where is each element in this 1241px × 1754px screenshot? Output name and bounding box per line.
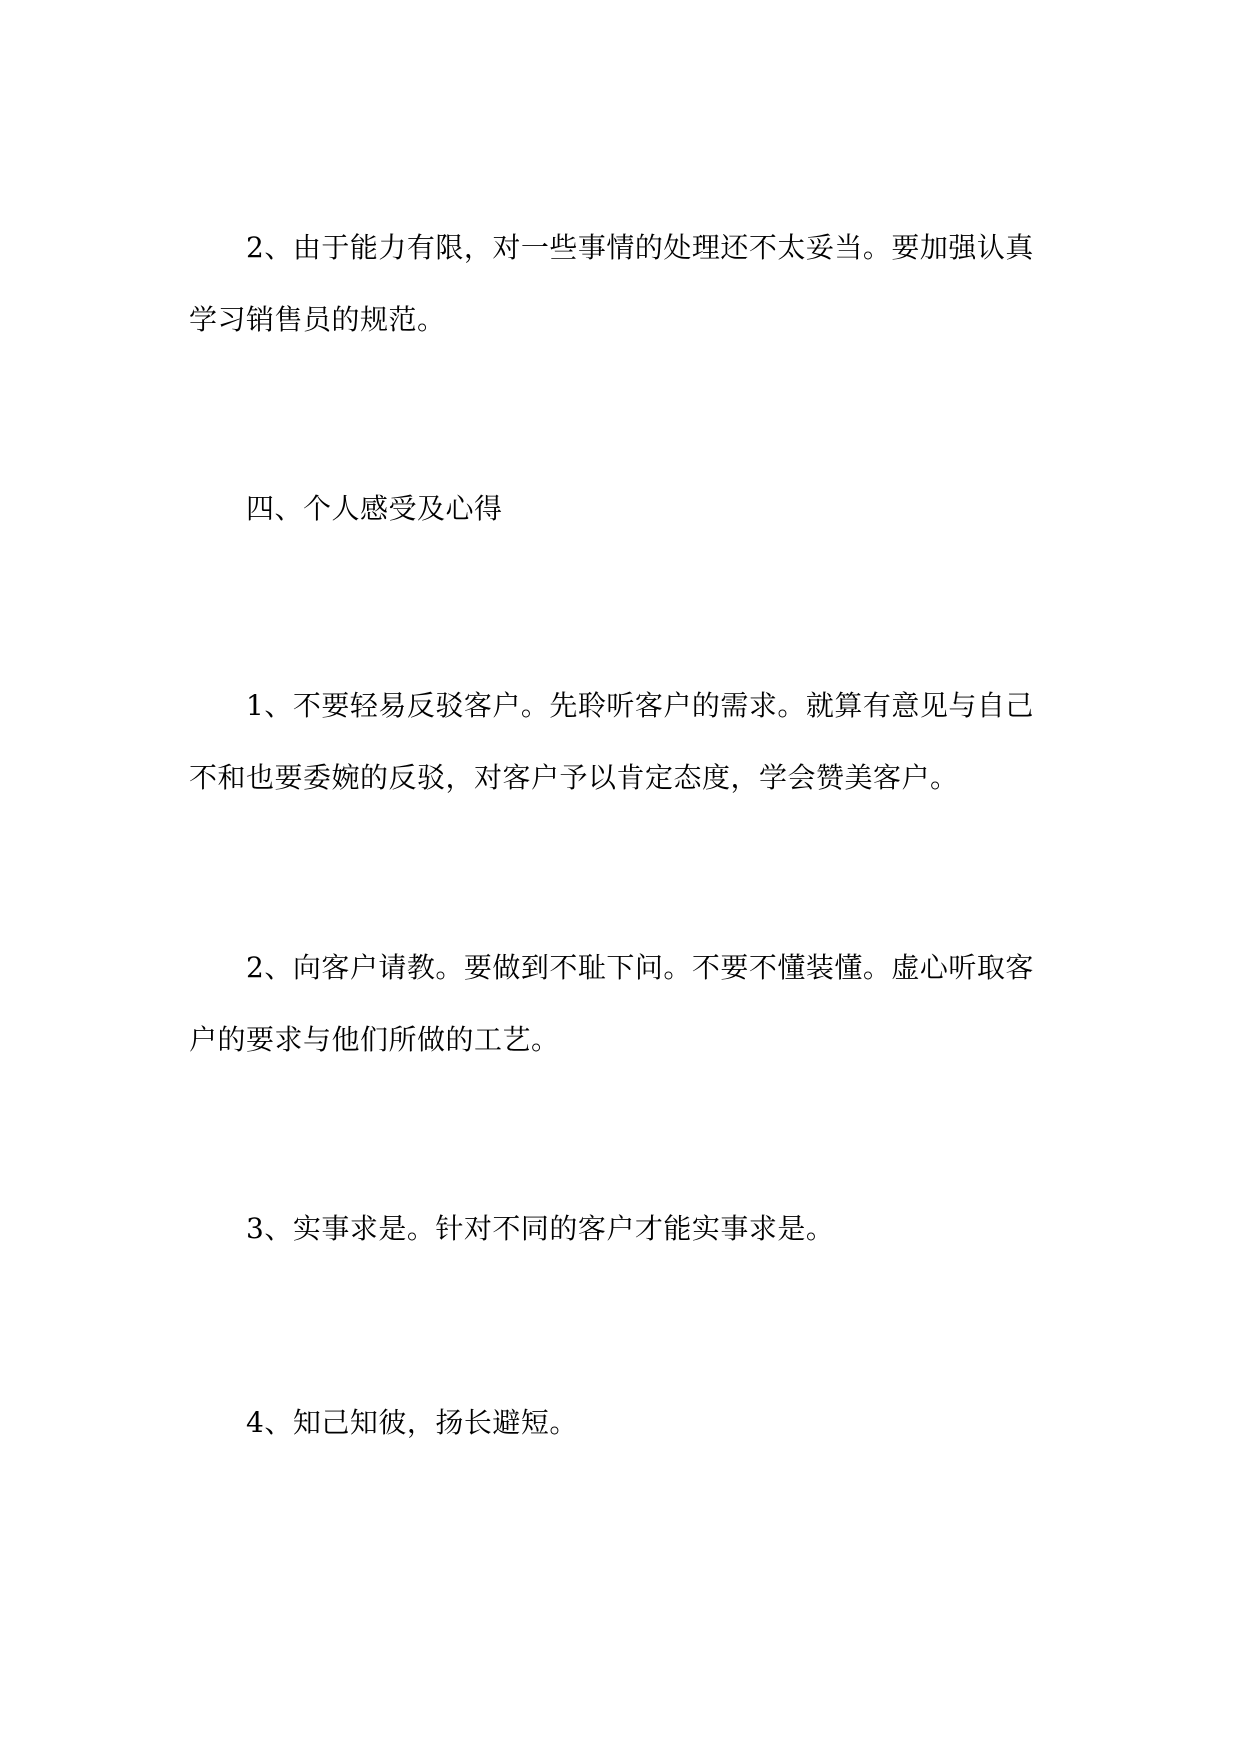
paragraph-item-2-ask-customers: 2、向客户请教。要做到不耻下问。不要不懂装懂。虚心听取客户的要求与他们所做的工艺。 xyxy=(189,951,1034,1056)
section-heading-personal-feelings: 四、个人感受及心得 xyxy=(246,492,503,525)
paragraph-item-4-know-yourself: 4、知己知彼，扬长避短。 xyxy=(246,1406,578,1439)
paragraph-item-1-dont-refute: 1、不要轻易反驳客户。先聆听客户的需求。就算有意见与自己不和也要委婉的反驳，对客户予以肯定态度，学会赞美客户。 xyxy=(189,689,1034,794)
paragraph-item-3-practical: 3、实事求是。针对不同的客户才能实事求是。 xyxy=(246,1212,835,1245)
paragraph-item-2-ability: 2、由于能力有限，对一些事情的处理还不太妥当。要加强认真学习销售员的规范。 xyxy=(189,231,1034,336)
